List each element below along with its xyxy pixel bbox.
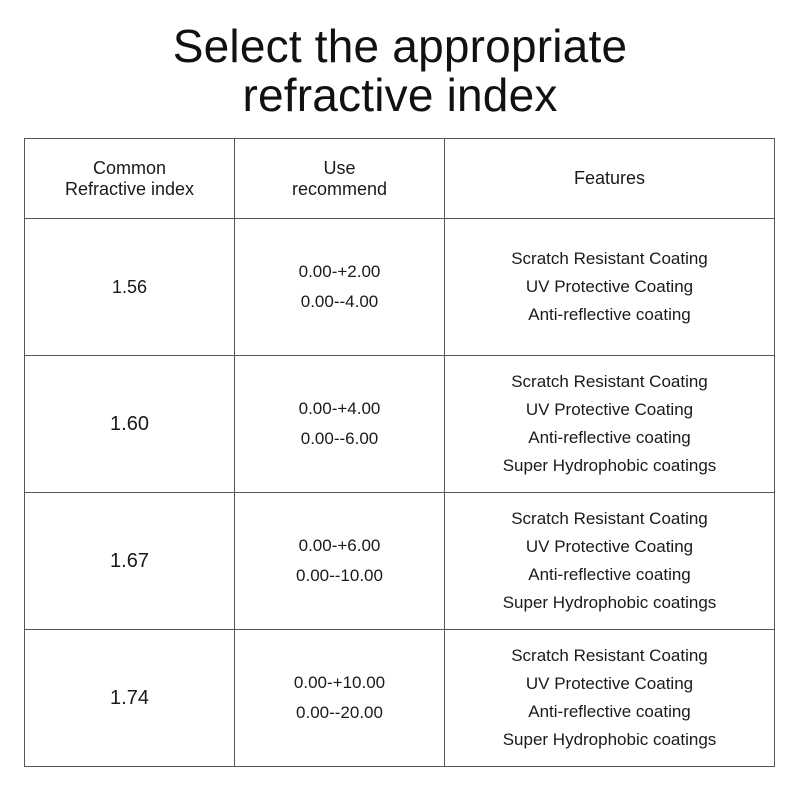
header-text: recommend bbox=[291, 178, 388, 199]
feature-item: Super Hydrophobic coatings bbox=[502, 730, 717, 749]
title-line-1: Select the appropriate bbox=[172, 20, 628, 72]
feature-item: UV Protective Coating bbox=[525, 400, 694, 419]
feature-item: Scratch Resistant Coating bbox=[511, 646, 708, 665]
header-common-refractive-index bbox=[25, 139, 234, 218]
use-recommend-cell bbox=[235, 356, 444, 492]
refractive-index-value: 1.60 bbox=[110, 412, 149, 435]
refractive-index-value: 1.67 bbox=[110, 549, 149, 572]
index-cell bbox=[25, 356, 234, 492]
range-value: 0.00-+2.00 bbox=[298, 262, 381, 281]
title-line-2: refractive index bbox=[242, 69, 558, 121]
use-recommend-cell bbox=[235, 219, 444, 355]
features-cell bbox=[445, 219, 774, 355]
range-value: 0.00--4.00 bbox=[300, 292, 379, 311]
feature-item: UV Protective Coating bbox=[525, 277, 694, 296]
refractive-index-table bbox=[24, 138, 775, 767]
features-cell bbox=[445, 493, 774, 629]
range-value: 0.00--20.00 bbox=[296, 703, 383, 722]
use-recommend-cell bbox=[235, 493, 444, 629]
header-text: Common bbox=[92, 157, 167, 178]
feature-item: UV Protective Coating bbox=[525, 674, 694, 693]
header-text: Features bbox=[573, 168, 646, 188]
features-cell bbox=[445, 630, 774, 766]
index-cell bbox=[25, 219, 234, 355]
feature-item: Super Hydrophobic coatings bbox=[502, 593, 717, 612]
range-value: 0.00--10.00 bbox=[296, 566, 383, 585]
range-value: 0.00-+10.00 bbox=[293, 673, 386, 692]
page-title bbox=[0, 22, 800, 120]
header-features bbox=[445, 139, 774, 218]
feature-item: Scratch Resistant Coating bbox=[511, 372, 708, 391]
feature-item: Anti-reflective coating bbox=[528, 305, 691, 324]
feature-item: Anti-reflective coating bbox=[528, 702, 691, 721]
feature-item: Scratch Resistant Coating bbox=[511, 509, 708, 528]
feature-item: UV Protective Coating bbox=[525, 537, 694, 556]
refractive-index-value: 1.56 bbox=[111, 276, 148, 297]
index-cell bbox=[25, 493, 234, 629]
header-text: Use bbox=[323, 157, 356, 178]
use-recommend-cell bbox=[235, 630, 444, 766]
range-value: 0.00-+6.00 bbox=[298, 536, 381, 555]
range-value: 0.00-+4.00 bbox=[298, 399, 381, 418]
features-cell bbox=[445, 356, 774, 492]
range-value: 0.00--6.00 bbox=[300, 429, 379, 448]
index-cell bbox=[25, 630, 234, 766]
feature-item: Anti-reflective coating bbox=[528, 565, 691, 584]
feature-item: Super Hydrophobic coatings bbox=[502, 456, 717, 475]
feature-item: Scratch Resistant Coating bbox=[511, 249, 708, 268]
header-text: Refractive index bbox=[64, 178, 195, 199]
refractive-index-value: 1.74 bbox=[110, 686, 149, 709]
header-use-recommend bbox=[235, 139, 444, 218]
feature-item: Anti-reflective coating bbox=[528, 428, 691, 447]
